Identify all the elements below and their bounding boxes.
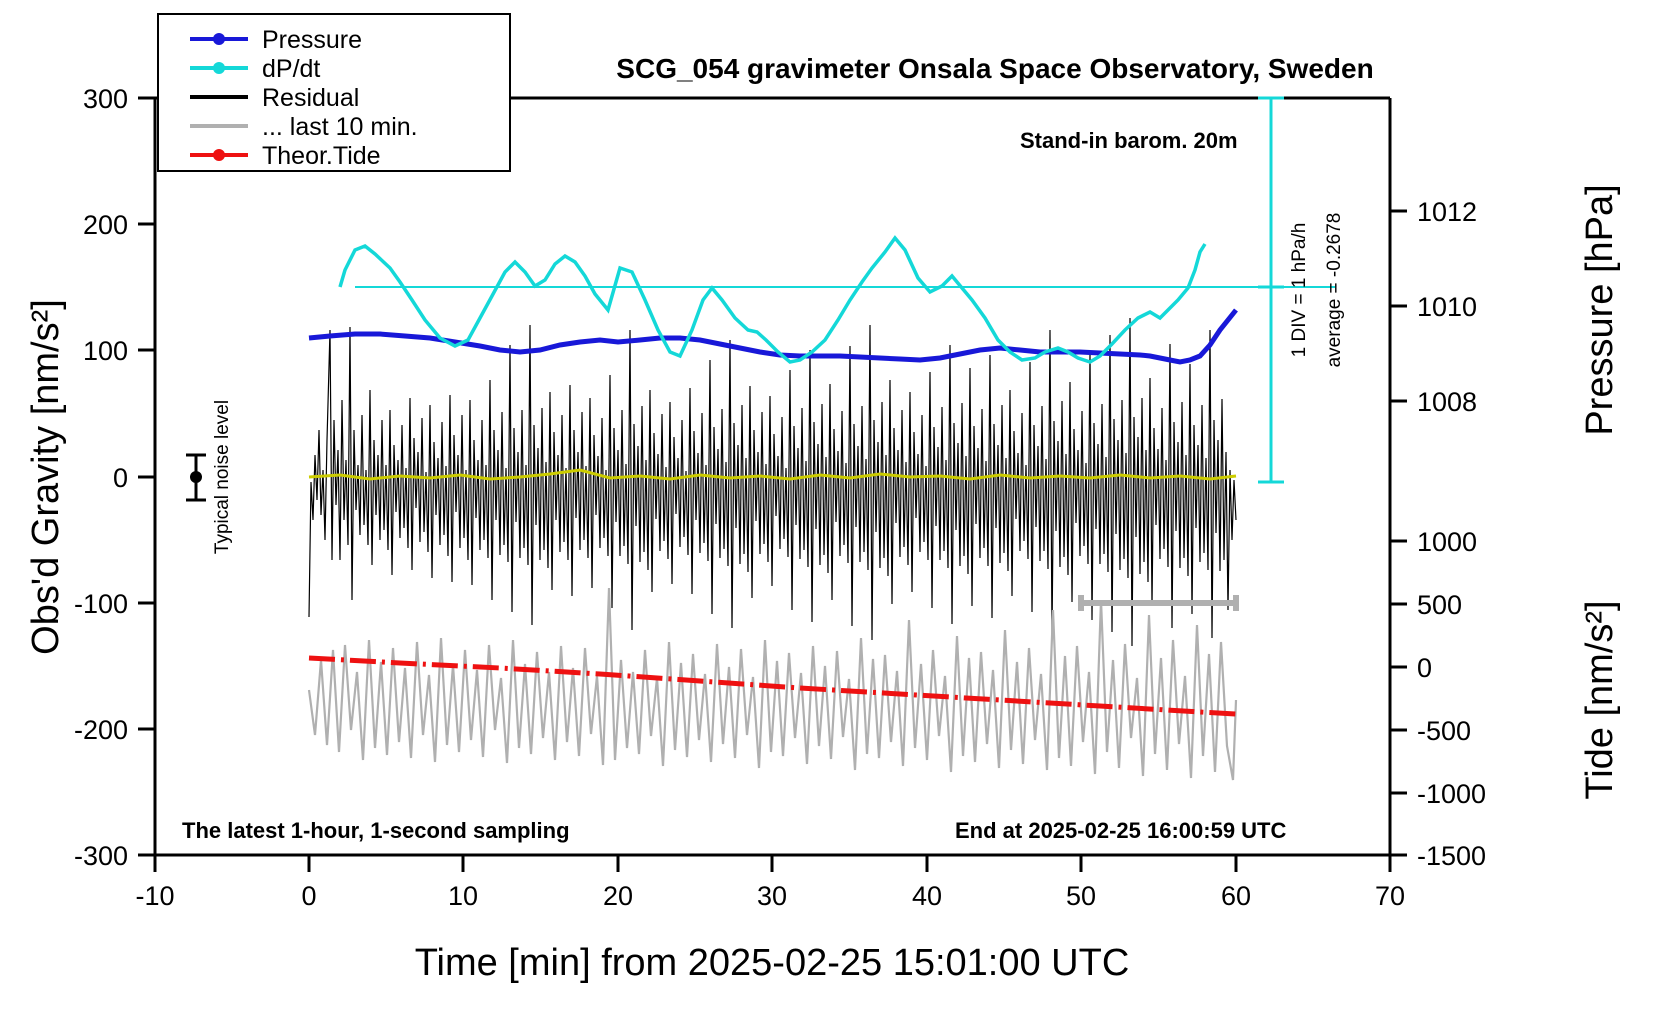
typical-noise-level-label: Typical noise level	[212, 399, 233, 555]
x-axis-title: Time [min] from 2025-02-25 15:01:00 UTC	[414, 942, 1130, 984]
y-axis-right-tide-title: Tide [nm/s²]	[1579, 600, 1621, 800]
y-right-tick-label: -1500	[1417, 841, 1487, 871]
latest-hour-annotation: The latest 1-hour, 1-second sampling	[182, 818, 570, 843]
chart-title: SCG_054 gravimeter Onsala Space Observatory, Sweden	[616, 53, 1374, 84]
x-tick-label: 30	[756, 881, 788, 911]
y-axis-right-tide-ticks	[1390, 541, 1407, 855]
y-tick-label: -300	[73, 841, 128, 871]
y-tick-label: -100	[73, 589, 128, 619]
legend-label: dP/dt	[262, 55, 321, 83]
x-tick-labels	[135, 881, 1405, 911]
y-right-tick-label: 1012	[1417, 197, 1478, 227]
x-axis-ticks	[155, 855, 1390, 872]
x-tick-label: 10	[447, 881, 479, 911]
dpdt-scale-bar	[1258, 98, 1284, 482]
legend-label: Residual	[262, 84, 360, 112]
y-tick-label: -200	[73, 715, 128, 745]
x-tick-label: 20	[602, 881, 634, 911]
x-tick-label: 0	[301, 881, 317, 911]
legend-label: Pressure	[262, 26, 363, 54]
y-axis-right-pressure-ticks	[1390, 211, 1407, 401]
y-right-tick-label: 500	[1417, 590, 1463, 620]
y-axis-left-ticks	[138, 98, 155, 855]
y-right-tick-label: -500	[1417, 716, 1472, 746]
x-tick-label: 60	[1220, 881, 1252, 911]
y-right-tick-label: 1010	[1417, 292, 1478, 322]
legend-label: ... last 10 min.	[262, 113, 418, 141]
y-right-tick-label: 0	[1417, 653, 1433, 683]
y-tick-label: 100	[82, 336, 128, 366]
y-right-pressure-labels	[1417, 197, 1477, 417]
noise-level-marker	[186, 455, 206, 500]
y-right-tide-labels	[1417, 527, 1486, 871]
y-right-tick-label: 1000	[1417, 527, 1478, 557]
x-tick-label: 40	[911, 881, 943, 911]
y-tick-label: 200	[82, 210, 128, 240]
legend-label: Theor.Tide	[262, 142, 381, 170]
y-tick-label: 300	[82, 84, 128, 114]
x-tick-label: 70	[1374, 881, 1406, 911]
dpdt-average-label: average = -0.2678	[1324, 212, 1345, 368]
y-left-tick-labels	[74, 84, 128, 871]
y-right-tick-label: 1008	[1417, 387, 1478, 417]
standin-barom-annotation: Stand-in barom. 20m	[1020, 128, 1238, 153]
series-residual	[309, 318, 1236, 646]
end-time-annotation: End at 2025-02-25 16:00:59 UTC	[955, 818, 1287, 843]
y-axis-right-pressure-title: Pressure [hPa]	[1579, 184, 1621, 436]
y-right-tick-label: -1000	[1417, 779, 1487, 809]
x-tick-label: 50	[1065, 881, 1097, 911]
dpdt-div-label: 1 DIV = 1 hPa/h	[1289, 222, 1310, 358]
series-pressure	[309, 310, 1236, 362]
x-tick-label: -10	[135, 881, 175, 911]
y-axis-left-title: Obs'd Gravity [nm/s²]	[25, 299, 67, 655]
legend	[158, 14, 510, 171]
y-tick-label: 0	[112, 463, 128, 493]
